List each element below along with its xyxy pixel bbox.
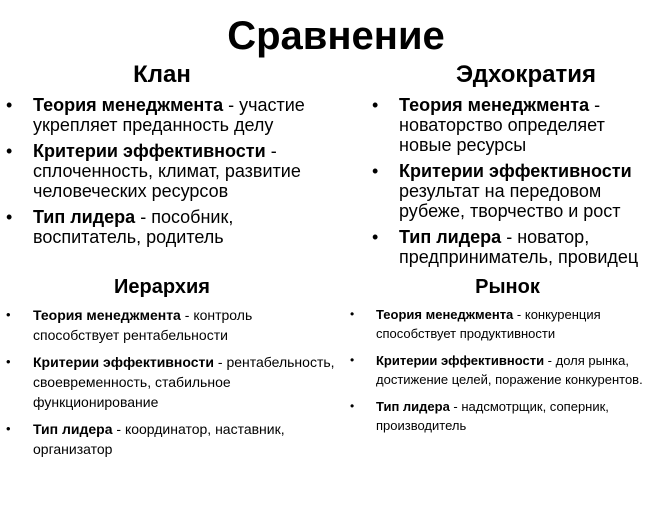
- list-item: [6, 207, 336, 247]
- bullet-list: [372, 95, 672, 267]
- item-separator: -: [223, 95, 240, 115]
- section-heading: Клан: [133, 61, 191, 88]
- item-text-line: новаторство определяет: [399, 115, 605, 135]
- item-separator: -: [112, 421, 125, 437]
- item-label: Теория менеджмента: [33, 95, 224, 115]
- list-item: [6, 419, 336, 459]
- list-item: [6, 352, 336, 412]
- bullet-list: [6, 95, 336, 247]
- item-text: сплоченность, климат, развитие человеческих ресурсов: [33, 161, 301, 201]
- section-adhocracy: [372, 61, 672, 273]
- item-text: доля рынка, достижение целей, поражение конкурентов.: [376, 353, 643, 387]
- section-heading: Рынок: [475, 276, 540, 298]
- section-hierarchy: [6, 275, 336, 466]
- bullet-icon: •: [6, 141, 13, 161]
- list-item: [372, 95, 672, 155]
- bullet-icon: •: [372, 161, 379, 181]
- item-separator: -: [501, 227, 518, 247]
- list-item: [350, 351, 660, 389]
- item-separator: -: [265, 141, 277, 161]
- list-item: [372, 161, 672, 221]
- item-label: Тип лидера: [33, 421, 113, 437]
- item-label: Теория менеджмента: [376, 307, 514, 322]
- item-text: контроль способствует рентабельности: [33, 307, 253, 343]
- bullet-icon: •: [372, 227, 379, 247]
- item-label: Тип лидера: [376, 399, 450, 414]
- item-text-line: результат на передовом: [399, 181, 602, 201]
- item-text: конкуренция способствует продуктивности: [376, 307, 601, 341]
- bullet-icon: •: [372, 95, 379, 115]
- list-item: [6, 95, 336, 135]
- list-item: [372, 227, 672, 267]
- item-separator: -: [513, 307, 525, 322]
- page-title: Сравнение: [227, 14, 445, 58]
- bullet-icon: •: [350, 353, 355, 367]
- section-clan: [6, 61, 336, 253]
- list-item: [350, 305, 660, 343]
- bullet-icon: •: [350, 307, 355, 321]
- item-text-line: рубеже, творчество и рост: [399, 201, 621, 221]
- item-text: рентабельность, своевременность, стабильное функционирование: [33, 354, 335, 410]
- item-separator: -: [180, 307, 194, 323]
- item-separator: -: [135, 207, 152, 227]
- item-label: Критерии эффективности: [376, 353, 545, 368]
- section-heading: Эдхократия: [456, 61, 596, 88]
- item-text: надсмотрщик, соперник, производитель: [376, 399, 609, 433]
- item-text-line: новатор,: [517, 227, 590, 247]
- item-text-line: новые ресурсы: [399, 135, 527, 155]
- section-market: [350, 275, 660, 443]
- bullet-list: [350, 305, 660, 435]
- bullet-icon: •: [6, 421, 11, 436]
- item-label: Критерии эффективности: [33, 354, 214, 370]
- item-label: Тип лидера: [399, 227, 502, 247]
- bullet-icon: •: [6, 354, 11, 369]
- item-label: Критерии эффективности: [33, 141, 266, 161]
- bullet-list: [6, 305, 336, 459]
- bullet-icon: •: [6, 95, 13, 115]
- bullet-icon: •: [350, 399, 355, 413]
- item-label: Тип лидера: [33, 207, 136, 227]
- item-label: Теория менеджмента: [399, 95, 590, 115]
- list-item: [350, 397, 660, 435]
- bullet-icon: •: [6, 207, 13, 227]
- item-separator: -: [544, 353, 556, 368]
- section-heading: Иерархия: [114, 276, 210, 298]
- item-text: участие укрепляет преданность делу: [33, 95, 305, 135]
- bullet-icon: •: [6, 307, 11, 322]
- item-text: координатор, наставник, организатор: [33, 421, 285, 457]
- list-item: [6, 141, 336, 201]
- item-separator: -: [449, 399, 462, 414]
- list-item: [6, 305, 336, 345]
- item-label: Критерии эффективности: [399, 161, 632, 181]
- item-text: пособник, воспитатель, родитель: [33, 207, 234, 247]
- item-separator: -: [213, 354, 227, 370]
- item-text-line: предприниматель, провидец: [399, 247, 639, 267]
- item-separator: -: [589, 95, 601, 115]
- item-label: Теория менеджмента: [33, 307, 181, 323]
